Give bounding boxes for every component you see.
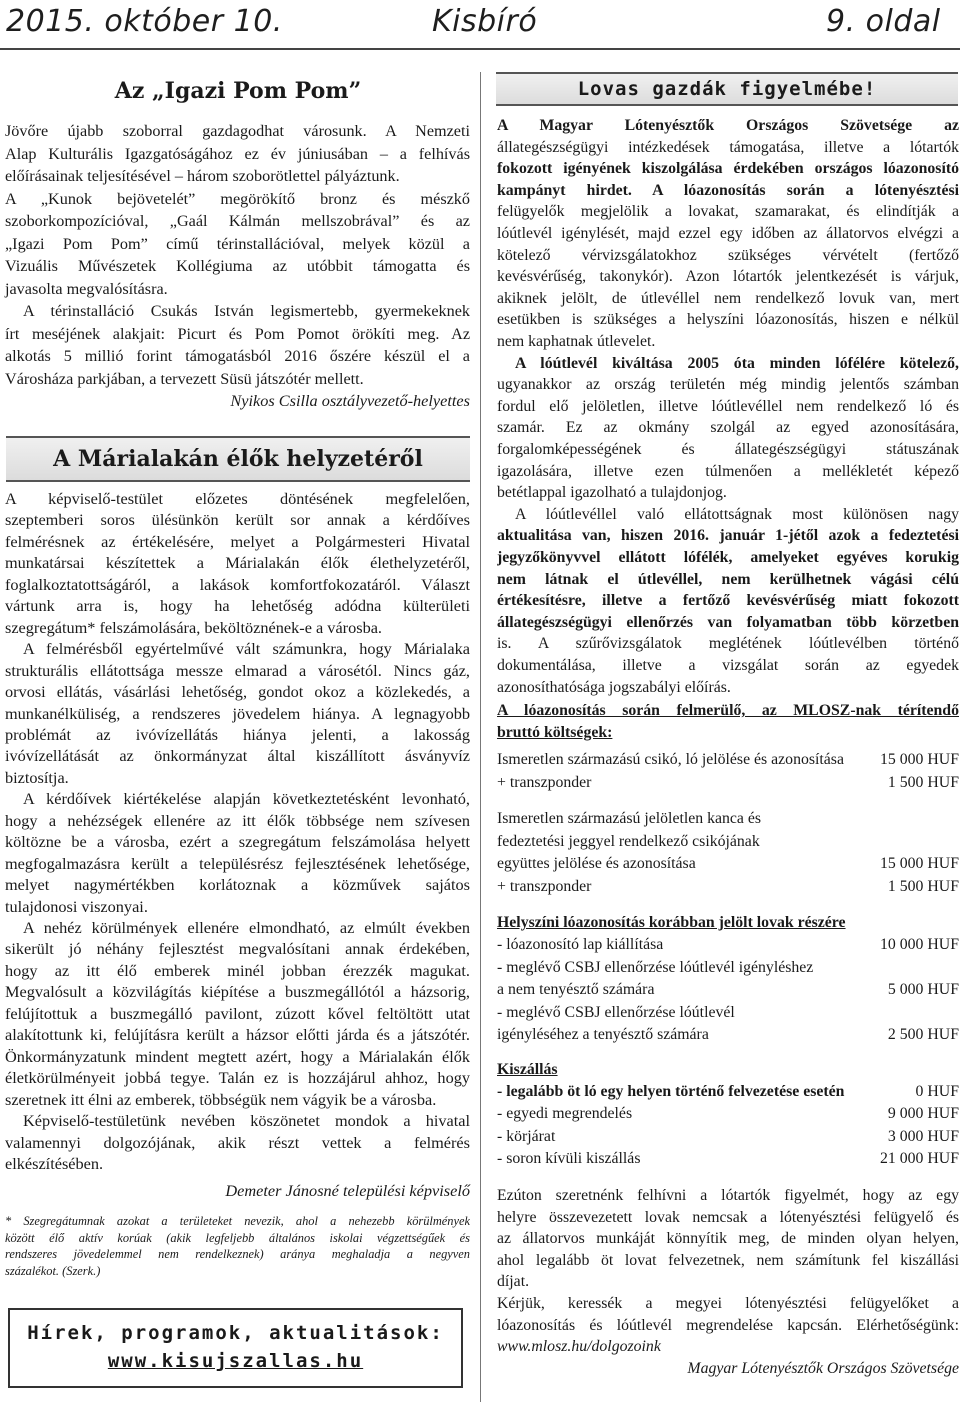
text-line: foglalkoztatottságáról, a lakások komfortfokozatáról. Választ — [5, 574, 470, 594]
text-line: nem kaphatnak útlevelet. — [497, 333, 656, 350]
text-line: Képviselő-testületünk nevében köszönetet mondok a hivatal — [23, 1111, 470, 1131]
text-line: szeretnek itt élni az emberek, többségük nem vágyik be a városba. — [5, 1089, 437, 1109]
cost-item-label: fedeztetési jeggyel rendelkező csikójának — [497, 832, 760, 850]
text-line: akiknek jelölt, de útlevéllel nem rendelkező lovuk van, mert — [497, 289, 959, 307]
text-line: igazolására, illetve ezen túlmenően a mellékletét képező — [497, 462, 959, 480]
article-title: Lovas gazdák figyelmébe! — [577, 78, 877, 100]
text-line: Megvalósult a közvilágítás kiépítése a buszmegállótól a házsorig, — [5, 982, 470, 1002]
cost-item-label: Ismeretlen származású jelöletlen kanca és — [497, 810, 762, 828]
text-line: Városháza parkjában, a tervezett Süsü játszótér mellett. — [5, 369, 364, 388]
cost-item-price: 10 000 HUF — [880, 936, 959, 954]
text-line: fordul elő jelöletlen, illetve lóútlevéllel nem rendelkező ló és — [497, 397, 959, 415]
cost-item-label: - meglévő CSBJ ellenőrzése lóútlevél igényléshez — [497, 958, 814, 976]
article-title-box — [6, 436, 470, 482]
promo-link[interactable]: www.kisujszallas.hu — [107, 1350, 364, 1372]
text-line: A lóútlevéllel való ellátottságnak most különösen nagy — [515, 505, 959, 523]
column-divider — [480, 72, 481, 1402]
cost-item-label: - legalább öt ló egy helyen történő felvezetése esetén — [497, 1082, 845, 1100]
text-line: ivóvízellátását az önkormányzat által kiszállított ásványvíz — [5, 746, 470, 766]
article-title-box — [6, 68, 470, 114]
cost-item-label: + transzponder — [497, 877, 592, 895]
cost-item-label: - meglévő CSBJ ellenőrzése lóútlevél — [497, 1003, 735, 1021]
article-title: Az „Igazi Pom Pom” — [114, 78, 362, 104]
cost-item-label: igényléséhez a tenyésztő számára — [497, 1026, 709, 1044]
text-line: A kérdőívek kiértékelése alapján következtetésként levonható, — [23, 789, 470, 809]
text-line: nem látnak el útlevéllel, nem kerülhetnek vágási célú — [497, 570, 959, 588]
footnote-line: között élő aktív korúak (akik legfeljebb általános iskolai végzettségűek és — [5, 1230, 470, 1245]
text-line: is. A szűrővizsgálatok meglétének lóútlevélben történő — [497, 635, 959, 653]
text-line: munkanélküliség, a rendszeres jövedelem hiánya. A legnagyobb — [5, 703, 470, 723]
cost-item-price: 15 000 HUF — [880, 855, 959, 873]
text-line: munkatársai készítettek a Márialakán élők élethelyzetéről, — [5, 553, 470, 573]
cost-item-price: 21 000 HUF — [880, 1150, 959, 1168]
text-line: kötelező vérvizsgálatokhoz szükséges vérvételt (fertőző — [497, 246, 959, 264]
cost-item-price: 3 000 HUF — [887, 1127, 959, 1145]
page-number: 9. oldal — [826, 4, 941, 39]
text-line: Vizuális Művészetek Kollégiuma az utóbbit támogatta és — [5, 257, 470, 275]
article-title: A Márialakán élők helyzetéről — [53, 446, 423, 472]
text-line: dokumentálása, illetve a vizsgálat során az egyedek — [497, 657, 959, 674]
cost-item-price: 0 HUF — [915, 1082, 959, 1100]
cost-item-label: a nem tenyésztő számára — [497, 981, 655, 999]
text-line: A lóútlevél kiváltása 2005 óta minden lófélére kötelező, — [515, 354, 959, 372]
cost-item-price: 5 000 HUF — [887, 981, 959, 999]
cost-item-label: + transzponder — [497, 773, 592, 791]
text-line: lóútlevél igénylését, majd ezzel egy időben az állatorvos elvégzi a — [497, 225, 959, 242]
text-line: értékesítésre, illetve a fertőző kevésvérűség miatt fokozott — [497, 592, 959, 610]
text-line: szeptemberi soros ülésünkön került sor annak a kérdőíves — [5, 510, 470, 530]
article-signature: Demeter Jánosné települési képviselő — [225, 1181, 470, 1201]
text-line: A nehéz körülmények ellenére elmondható, az elmúlt években — [23, 918, 470, 937]
text-line: költözne be a városba, ezért a szegregátum felszámolása helyett — [5, 832, 470, 852]
footnote-line: rendszeres jövedelemmel nem rendelkeznek) aránya meghaladja a negyven — [5, 1247, 470, 1261]
cost-item-price: 15 000 HUF — [880, 751, 959, 769]
publication-name: Kisbíró — [432, 4, 538, 39]
article-signature: Magyar Lótenyésztők Országos Szövetsége — [687, 1359, 959, 1377]
text-line: jegyzőkönyvvel ellátott lófélék, amelyeket egyéves korukig — [497, 549, 959, 566]
text-line: tulajdonosi viszonyai. — [5, 896, 148, 916]
text-line: lóazonosítás és lóútlevél megrendelése kapcsán. Elérhetőségünk: — [497, 1316, 959, 1334]
text-line: valamennyi dolgozójának, akik részt vettek a felmérés — [5, 1132, 470, 1152]
text-line: orvosi ellátás, vásárlási lehetőség, gondot okoz a közlekedés, a — [5, 682, 470, 702]
website-link[interactable]: www.mlosz.hu/dolgozoink — [497, 1338, 661, 1356]
text-line: melyet nagymértékben korlátoznak a közművek sajátos — [5, 875, 470, 895]
text-line: Jövőre újabb szoborral gazdagodhat városunk. A Nemzeti — [5, 122, 470, 140]
text-line: kampányt hirdet. A lóazonosítás során a lótenyésztési — [497, 181, 959, 199]
text-line: felmérésnek az értékelésére, melyet a Polgármesteri Hivatal — [5, 531, 470, 551]
text-line: ahol legalább öt lovat felvezetnek, nem számítunk fel kiszállási — [497, 1251, 959, 1269]
cost-item-label: - lóazonosító lap kiállítása — [497, 936, 664, 954]
text-line: aktualitása van, hiszen 2016. január 1-jétől azok a fedeztetési — [497, 527, 959, 545]
text-line: elkészítésében. — [5, 1153, 104, 1173]
cost-item-label: együttes jelölése és azonosítása — [497, 855, 696, 873]
text-line: alakítottunk ki, felújításra került a házsor előtti járda és a játszótér. — [5, 1025, 470, 1045]
text-line: sikerült jó néhány fejlesztést megvalósítani annak érdekében, — [5, 939, 470, 959]
text-line: „Igazi Pom Pom” című térinstallációval, melyek közül a — [5, 234, 470, 253]
text-line: szoborkompozícióval, „Gaál Kálmán mellszobrával” és az — [5, 212, 470, 230]
cost-section-title: Kiszállás — [497, 1060, 558, 1078]
page-header — [0, 0, 960, 46]
text-line: életkörülményeit jobbá tegye. Talán ez is hozzájárul ahhoz, hogy — [5, 1068, 470, 1088]
cost-item-label: Ismeretlen származású csikó, ló jelölése és azonosítása — [497, 751, 844, 769]
text-line: betétlappal igazolható a tulajdonjog. — [497, 484, 727, 502]
text-line: azonosíthatósága jogszabályi előírás. — [497, 678, 731, 696]
text-line: díjat. — [497, 1273, 530, 1291]
text-line: alkotás 5 millió forint támogatásból 2016 őszére készül el a — [5, 347, 470, 365]
text-line: A Magyar Lótenyésztők Országos Szövetsége az — [497, 117, 959, 134]
text-line: A térinstalláció Csukás István legismertebb, gyermekeknek — [23, 302, 470, 320]
text-line: helyre összevezetett lovak nemcsak a lótenyésztési felügyelő és — [497, 1208, 959, 1226]
text-line: felújítottuk a buszmegálló pavilont, zúzott kővel feltöltött utat — [5, 1003, 470, 1023]
text-line: A felmérésből egyértelművé vált számunkra, hogy Márialaka — [23, 639, 470, 659]
footnote-line: * Szegregátumnak azokat a területeket nevezik, ahol a nehezebb körülmények — [5, 1214, 470, 1228]
text-line: problémát az ivóvízellátás hiánya jelenti, a lakosság — [5, 724, 470, 744]
cost-item-price: 2 500 HUF — [887, 1026, 959, 1044]
article-title-box — [496, 72, 958, 106]
text-line: hogy a nehézségek ellenére az itt élők többsége nem szívesen — [5, 810, 470, 830]
cost-item-price: 9 000 HUF — [887, 1105, 959, 1123]
text-line: Ezúton szeretnénk felhívni a lótartók figyelmét, hogy az egy — [497, 1186, 959, 1204]
text-line: kevésvérűség, takonykór). Azon lótartók jelentkezését is várjuk, — [497, 268, 959, 286]
text-line: vártunk arra is, hogy ha lehetőség adódna külterületi — [5, 596, 470, 616]
text-line: megfogalmazásra került a településrész fejlesztésének lehetősége, — [5, 853, 470, 873]
cost-item-price: 1 500 HUF — [887, 773, 959, 791]
text-line: ugyanakkor az ország területén még mindig jelentős számban — [497, 376, 959, 394]
text-line: A „Kunok bejövetelét” megörökítő bronz és mészkő — [5, 189, 470, 208]
header-rule — [0, 48, 960, 50]
text-line: esetükben is szükséges a helyszíni lóazonosítás, hiszen e nélkül — [497, 311, 959, 329]
text-line: biztosítja. — [5, 767, 69, 787]
text-line: írt meséjének alakjait: Picurt és Pom Pomot örökíti meg. Az — [5, 324, 470, 343]
cost-item-price: 1 500 HUF — [887, 877, 959, 895]
cost-section-title: Helyszíni lóazonosítás korábban jelölt lovak részére — [497, 914, 846, 932]
promo-box — [8, 1308, 463, 1388]
text-line: A képviselő-testület előzetes döntésének megfelelően, — [5, 489, 470, 508]
text-line: előírásainak teljesítésével – három szoborötlettel pályáztunk. — [5, 167, 400, 185]
text-line: hogy az itt élő emberek minél jobban érezzék magukat. — [5, 960, 470, 980]
text-line: az állatorvos munkáját könnyítik meg, de minden olyan helyen, — [497, 1230, 959, 1248]
cost-table-title: A lóazonosítás során felmerülő, az MLOSZ-nak térítendő — [497, 702, 959, 720]
cost-item-label: - soron kívüli kiszállás — [497, 1150, 641, 1168]
promo-text: Hírek, programok, aktualitások: — [27, 1322, 444, 1344]
text-line: Önkormányzatunk mindent megtett azért, hogy a Márialakán élők — [5, 1046, 470, 1066]
text-line: javasolta megvalósításra. — [5, 279, 168, 298]
cost-item-label: - egyedi megrendelés — [497, 1105, 633, 1123]
issue-date: 2015. október 10. — [6, 4, 283, 39]
text-line: Alap Kulturális Igazgatóságához ez év júniusában – a felhívás — [5, 144, 470, 163]
article-signature: Nyikos Csilla osztályvezető-helyettes — [230, 391, 470, 410]
cost-item-label: - körjárat — [497, 1127, 556, 1145]
text-line: állategészségügyi intézkedések támogatása, illetve a lótartók — [497, 138, 959, 156]
text-line: forgalomképességének és állategészségügyi státuszának — [497, 441, 959, 458]
text-line: Kérjük, keressék a megyei lótenyésztési felügyelőket a — [497, 1294, 959, 1312]
text-line: fokozott igényének kiszolgálása érdekében országos lóazonosító — [497, 160, 959, 178]
text-line: szegregátum* felszámolására, beköltöznének-e a városba. — [5, 617, 383, 637]
text-line: strukturális ellátottsága messze elmarad a városétól. Nincs gáz, — [5, 660, 470, 680]
footnote-line: százalékot. (Szerk.) — [5, 1263, 101, 1278]
text-line: állategészségügyi ellenőrzés van folyamatban több körzetben — [497, 613, 959, 631]
cost-table-title: bruttó költségek: — [497, 723, 613, 741]
text-line: szamár. Ez az okmány szolgál az egyed azonosítására, — [497, 419, 959, 437]
article-pompom — [5, 120, 470, 420]
text-line: felügyelők megjelölik a lovakat, szamarakat, és elindítják a — [497, 203, 959, 221]
